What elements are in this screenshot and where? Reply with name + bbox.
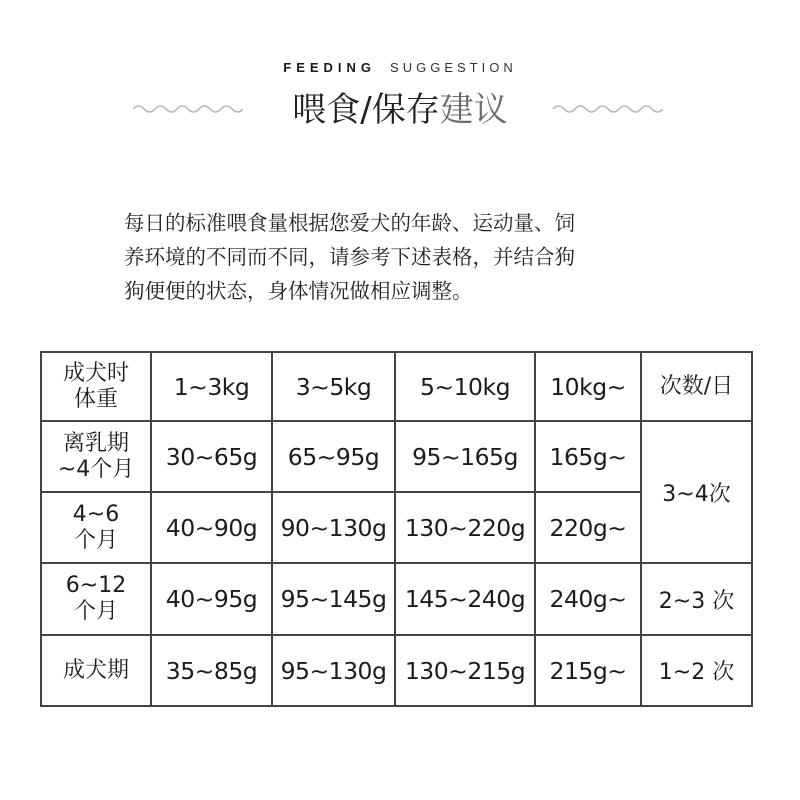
frequency-cell: 3~4次 bbox=[641, 421, 752, 563]
table-cell: 40~95g bbox=[151, 563, 272, 635]
table-cell: 240g~ bbox=[535, 563, 641, 635]
table-cell: 95~145g bbox=[272, 563, 395, 635]
feeding-description bbox=[124, 206, 664, 308]
feeding-table bbox=[40, 351, 753, 707]
row-label: 离乳期 ~4个月 bbox=[41, 421, 151, 492]
table-cell: 90~130g bbox=[272, 492, 395, 563]
header-col-5-10kg: 5~10kg bbox=[395, 352, 535, 421]
page-title bbox=[0, 86, 800, 134]
table-row bbox=[41, 563, 752, 635]
table-cell: 145~240g bbox=[395, 563, 535, 635]
eyebrow-light-text: SUGGESTION bbox=[390, 60, 517, 75]
row-label: 4~6 个月 bbox=[41, 492, 151, 563]
table-row bbox=[41, 635, 752, 706]
section-eyebrow bbox=[0, 60, 800, 75]
table-cell: 130~220g bbox=[395, 492, 535, 563]
eyebrow-bold-text: FEEDING bbox=[283, 60, 377, 75]
description-line: 狗便便的状态，身体情况做相应调整。 bbox=[124, 279, 473, 303]
table-row bbox=[41, 421, 752, 492]
table-cell: 215g~ bbox=[535, 635, 641, 706]
description-line: 每日的标准喂食量根据您爱犬的年龄、运动量、饲 bbox=[124, 211, 575, 235]
header-col-1-3kg: 1~3kg bbox=[151, 352, 272, 421]
header-weight-label: 成犬时 体重 bbox=[41, 352, 151, 421]
row-label: 6~12 个月 bbox=[41, 563, 151, 635]
title-row bbox=[0, 86, 800, 136]
table-header-row bbox=[41, 352, 752, 421]
header-col-3-5kg: 3~5kg bbox=[272, 352, 395, 421]
description-line: 养环境的不同而不同，请参考下述表格，并结合狗 bbox=[124, 245, 575, 269]
table-cell: 30~65g bbox=[151, 421, 272, 492]
header-col-10kg-plus: 10kg~ bbox=[535, 352, 641, 421]
row-label: 成犬期 bbox=[41, 635, 151, 706]
table-cell: 65~95g bbox=[272, 421, 395, 492]
table-cell: 40~90g bbox=[151, 492, 272, 563]
frequency-cell: 2~3 次 bbox=[641, 563, 752, 635]
wave-divider-right-icon bbox=[553, 102, 663, 116]
header-col-frequency: 次数/日 bbox=[641, 352, 752, 421]
table-cell: 95~165g bbox=[395, 421, 535, 492]
table-cell: 165g~ bbox=[535, 421, 641, 492]
table-cell: 130~215g bbox=[395, 635, 535, 706]
table-cell: 35~85g bbox=[151, 635, 272, 706]
title-dark-part: 喂食/保存 bbox=[292, 90, 440, 130]
table-cell: 95~130g bbox=[272, 635, 395, 706]
frequency-cell: 1~2 次 bbox=[641, 635, 752, 706]
table-cell: 220g~ bbox=[535, 492, 641, 563]
title-grey-part: 建议 bbox=[439, 90, 508, 130]
